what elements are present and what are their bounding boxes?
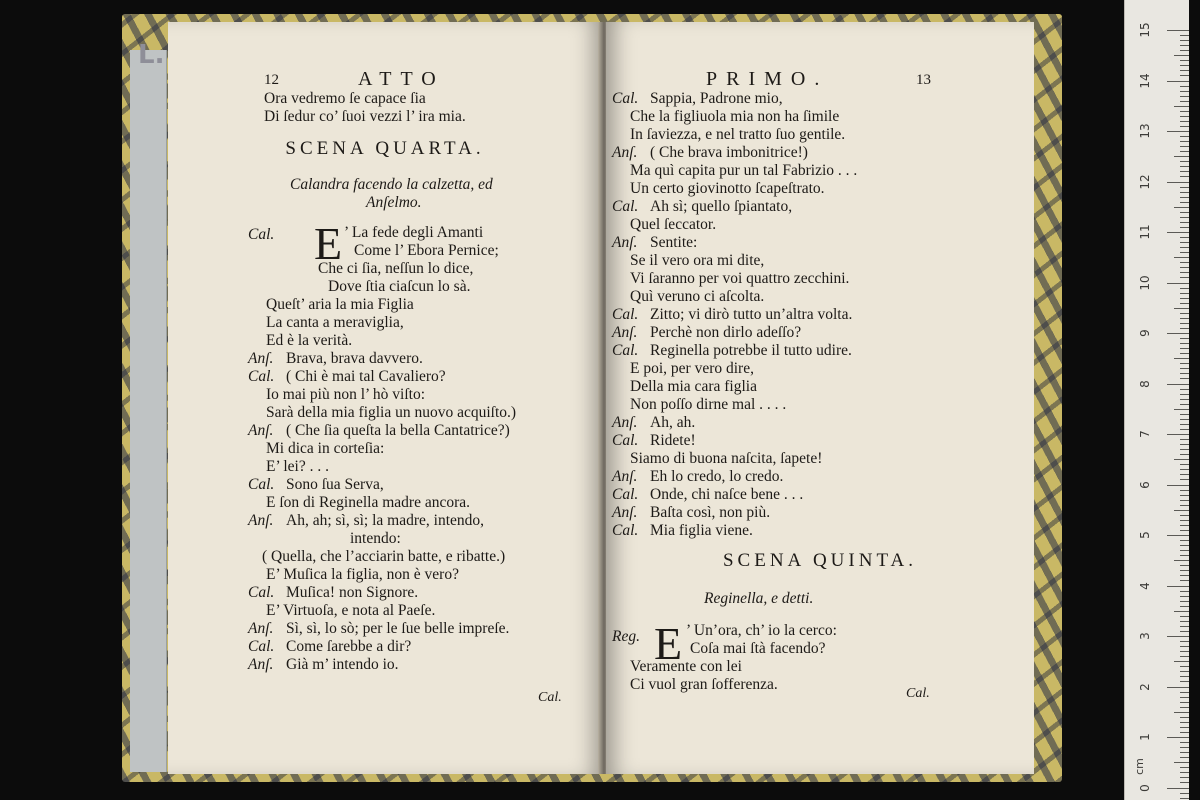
ruler-tick (1180, 126, 1189, 127)
ruler-tick (1180, 747, 1189, 748)
ruler-tick (1180, 277, 1189, 278)
ruler-tick (1180, 187, 1189, 188)
ruler-tick (1180, 580, 1189, 581)
ruler-tick (1174, 207, 1189, 208)
ruler-tick (1180, 151, 1189, 152)
ruler-tick (1180, 222, 1189, 223)
ruler-tick (1180, 681, 1189, 682)
ruler-tick (1174, 409, 1189, 410)
ruler-tick (1180, 671, 1189, 672)
verse-line: Che la figliuola mia non ha ſimile (630, 108, 840, 125)
verse-line: Ah, ah. (650, 414, 696, 431)
speaker-label: Anſ. (612, 414, 638, 431)
drop-cap: E (314, 218, 343, 269)
drop-cap: E (654, 618, 683, 669)
speaker-label: Cal. (612, 432, 639, 449)
ruler-tick (1180, 111, 1189, 112)
verse-line: Ci vuol gran ſofferenza. (630, 676, 778, 693)
speaker-label: Anſ. (248, 350, 274, 367)
verse-line: Quì veruno ci aſcolta. (630, 288, 765, 305)
ruler-tick (1180, 545, 1189, 546)
ruler-tick (1180, 757, 1189, 758)
verse-line: Coſa mai ſtà facendo? (690, 640, 826, 657)
scene-title-right: SCENA QUINTA. (722, 550, 918, 571)
ruler-number: 1 (1138, 733, 1152, 741)
ruler-tick (1167, 81, 1189, 82)
ruler-tick (1180, 641, 1189, 642)
ruler-tick (1180, 197, 1189, 198)
ruler-tick (1180, 717, 1189, 718)
ruler-number: 7 (1138, 430, 1152, 438)
verse-line: intendo: (350, 530, 401, 547)
ruler-tick (1167, 283, 1189, 284)
ruler-tick (1180, 742, 1189, 743)
ruler-tick (1180, 429, 1189, 430)
ruler-tick (1180, 772, 1189, 773)
ruler-tick (1180, 242, 1189, 243)
ruler-tick (1180, 348, 1189, 349)
page-number-right: 13 (916, 72, 931, 88)
ruler-number: 9 (1138, 329, 1152, 337)
verse-line: Già m’ intendo io. (286, 656, 399, 673)
verse-line: Ora vedremo ſe capace ſia (264, 90, 426, 107)
ruler-tick (1174, 762, 1189, 763)
ruler-tick (1180, 596, 1189, 597)
speaker-label: Cal. (248, 584, 275, 601)
verse-line: La canta a meraviglia, (266, 314, 404, 331)
ruler-tick (1180, 237, 1189, 238)
ruler-tick (1180, 500, 1189, 501)
verse-line: E poi, per vero dire, (630, 360, 754, 377)
ruler-tick (1167, 232, 1189, 233)
speaker-label: Cal. (248, 368, 275, 385)
ruler-tick (1180, 575, 1189, 576)
speaker-label: Anſ. (248, 656, 274, 673)
ruler-tick (1167, 485, 1189, 486)
ruler-tick (1180, 702, 1189, 703)
verse-line: Queſt’ aria la mia Figlia (266, 296, 414, 313)
ruler-tick (1174, 661, 1189, 662)
verse-line: Ah sì; quello ſpiantato, (650, 198, 793, 215)
speaker-label: Anſ. (248, 512, 274, 529)
ruler-unit-label: cm (1132, 758, 1146, 775)
ruler-number: 14 (1138, 72, 1152, 89)
verse-line: Di ſedur co’ ſuoi vezzi l’ ira mia. (264, 108, 466, 125)
verse-line: In ſaviezza, e nel tratto ſuo gentile. (630, 126, 846, 143)
verse-line: Eh lo credo, lo credo. (650, 468, 784, 485)
ruler-tick (1180, 389, 1189, 390)
ruler-tick (1180, 767, 1189, 768)
ruler-tick (1180, 227, 1189, 228)
catchword-right: Cal. (906, 686, 930, 701)
ruler-tick (1180, 777, 1189, 778)
scene-title-left: SCENA QUARTA. (285, 138, 485, 159)
verse-line: Ridete! (650, 432, 696, 449)
ruler-tick (1180, 525, 1189, 526)
speaker-label: Anſ. (248, 620, 274, 637)
ruler-tick (1180, 631, 1189, 632)
ruler-tick (1180, 217, 1189, 218)
ruler-tick (1167, 182, 1189, 183)
ruler-tick (1180, 40, 1189, 41)
ruler-tick (1180, 252, 1189, 253)
ruler-tick (1180, 267, 1189, 268)
ruler-tick (1180, 394, 1189, 395)
ruler-tick (1180, 570, 1189, 571)
stage-direction: Calandra facendo la calzetta, ed (290, 176, 493, 193)
measurement-ruler (1124, 0, 1189, 800)
ruler-tick (1180, 60, 1189, 61)
verse-line: Sappia, Padrone mio, (650, 90, 783, 107)
ruler-tick (1180, 444, 1189, 445)
ruler-tick (1167, 131, 1189, 132)
verse-line: Sì, sì, lo sò; per le ſue belle impreſe. (286, 620, 510, 637)
ruler-tick (1180, 116, 1189, 117)
verse-line: ’ Un’ora, ch’ io la cerco: (686, 622, 837, 639)
verse-line: Vi ſaranno per voi quattro zecchini. (630, 270, 850, 287)
ruler-tick (1180, 697, 1189, 698)
verse-line: Dove ſtia ciaſcun lo sà. (328, 278, 471, 295)
ruler-tick (1174, 55, 1189, 56)
verse-line: Veramente con lei (630, 658, 742, 675)
ruler-tick (1180, 626, 1189, 627)
ruler-tick (1180, 419, 1189, 420)
ruler-tick (1180, 136, 1189, 137)
verse-line: Ah, ah; sì, sì; la madre, intendo, (286, 512, 485, 529)
speaker-label: Anſ. (612, 468, 638, 485)
ruler-tick (1174, 358, 1189, 359)
ruler-tick (1180, 530, 1189, 531)
ruler-tick (1167, 788, 1189, 789)
verse-line: Come ſarebbe a dir? (286, 638, 412, 655)
ruler-tick (1180, 313, 1189, 314)
verse-line: E ſon di Reginella madre ancora. (266, 494, 471, 511)
ruler-tick (1180, 424, 1189, 425)
speaker-label: Cal. (612, 306, 639, 323)
ruler-number: 5 (1138, 531, 1152, 539)
ruler-tick (1180, 171, 1189, 172)
ruler-number: 4 (1138, 581, 1152, 590)
verse-line: Brava, brava davvero. (286, 350, 423, 367)
verse-line: Non poſſo dirne mal . . . . (630, 396, 787, 413)
ruler-tick (1180, 318, 1189, 319)
catchword-left: Cal. (538, 690, 562, 705)
ruler-tick (1180, 303, 1189, 304)
ruler-tick (1174, 156, 1189, 157)
verse-line: Io mai più non l’ hò viſto: (266, 386, 426, 403)
ruler-tick (1180, 565, 1189, 566)
ruler-number: 11 (1138, 224, 1152, 240)
ruler-tick (1180, 86, 1189, 87)
ruler-tick (1180, 293, 1189, 294)
verse-line: ( Che brava imbonitrice!) (650, 144, 808, 161)
ruler-tick (1167, 636, 1189, 637)
ruler-tick (1180, 272, 1189, 273)
ruler-tick (1180, 495, 1189, 496)
ruler-tick (1180, 288, 1189, 289)
running-head-right: PRIMO. (706, 68, 829, 90)
verse-line: Che ci ſia, neſſun lo dice, (318, 260, 474, 277)
stage-direction: Reginella, e detti. (704, 590, 814, 607)
ruler-tick (1180, 464, 1189, 465)
ruler-number: 15 (1138, 22, 1152, 38)
speaker-label: Anſ. (612, 234, 638, 251)
verse-line: Come l’ Ebora Pernice; (354, 242, 499, 259)
ruler-tick (1180, 35, 1189, 36)
ruler-tick (1167, 535, 1189, 536)
running-head-left: ATTO (358, 68, 445, 90)
speaker-label: Anſ. (612, 144, 638, 161)
verse-line: Se il vero ora mi dite, (630, 252, 765, 269)
verse-line: Siamo di buona naſcita, ſapete! (630, 450, 823, 467)
verse-line: ( Che ſia queſta la bella Cantatrice?) (286, 422, 510, 439)
ruler-tick (1180, 202, 1189, 203)
ruler-tick (1180, 378, 1189, 379)
ruler-tick (1167, 384, 1189, 385)
ruler-tick (1180, 591, 1189, 592)
ruler-tick (1180, 479, 1189, 480)
ruler-tick (1180, 328, 1189, 329)
verse-line: E’ Virtuoſa, e nota al Paeſe. (266, 602, 436, 619)
ruler-tick (1180, 368, 1189, 369)
ruler-tick (1180, 399, 1189, 400)
speaker-label: Cal. (248, 226, 275, 243)
ruler-number: 0 (1138, 783, 1152, 792)
ruler-tick (1180, 782, 1189, 783)
verse-line: Della mia cara figlia (630, 378, 757, 395)
speaker-label: Cal. (612, 198, 639, 215)
ruler-tick (1174, 308, 1189, 309)
ruler-tick (1174, 459, 1189, 460)
ruler-number: 10 (1138, 274, 1152, 291)
ruler-tick (1180, 732, 1189, 733)
ruler-tick (1180, 65, 1189, 66)
ruler-tick (1180, 161, 1189, 162)
ruler-tick (1180, 474, 1189, 475)
ruler-tick (1180, 298, 1189, 299)
ruler-tick (1180, 540, 1189, 541)
speaker-label: Reg. (612, 628, 640, 645)
ruler-tick (1174, 712, 1189, 713)
verse-line: Muſica! non Signore. (286, 584, 419, 601)
ruler-tick (1180, 166, 1189, 167)
ruler-tick (1180, 676, 1189, 677)
verse-line: ( Chi è mai tal Cavaliero? (286, 368, 446, 385)
verse-line: Perchè non dirlo adeſſo? (650, 324, 802, 341)
verse-line: Sentite: (650, 234, 698, 251)
ruler-tick (1180, 353, 1189, 354)
ruler-tick (1180, 520, 1189, 521)
speaker-label: Anſ. (612, 504, 638, 521)
ruler-tick (1180, 323, 1189, 324)
verse-line: Reginella potrebbe il tutto udire. (650, 342, 852, 359)
ruler-tick (1180, 262, 1189, 263)
ruler-tick (1167, 30, 1189, 31)
ruler-tick (1180, 616, 1189, 617)
speaker-label: Cal. (612, 90, 639, 107)
verse-line: Sono ſua Serva, (286, 476, 384, 493)
ruler-tick (1167, 586, 1189, 587)
ruler-tick (1174, 510, 1189, 511)
ruler-tick (1180, 414, 1189, 415)
ruler-tick (1180, 50, 1189, 51)
ruler-tick (1180, 601, 1189, 602)
ruler-tick (1180, 692, 1189, 693)
ruler-tick (1180, 439, 1189, 440)
ruler-number: 12 (1138, 173, 1152, 190)
ruler-tick (1167, 434, 1189, 435)
speaker-label: Cal. (612, 486, 639, 503)
ruler-tick (1180, 656, 1189, 657)
ruler-tick (1174, 257, 1189, 258)
ruler-tick (1180, 70, 1189, 71)
ruler-tick (1180, 505, 1189, 506)
verse-line: ( Quella, che l’acciarin batte, e ribatte.) (262, 548, 506, 565)
ruler-tick (1180, 651, 1189, 652)
ruler-tick (1180, 247, 1189, 248)
page-number-left: 12 (264, 72, 279, 88)
speaker-label: Cal. (612, 522, 639, 539)
ruler-tick (1180, 212, 1189, 213)
verse-line: Baſta così, non più. (650, 504, 771, 521)
ruler-tick (1180, 727, 1189, 728)
ruler-tick (1180, 338, 1189, 339)
ruler-tick (1167, 687, 1189, 688)
verse-line: Mi dica in corteſia: (266, 440, 385, 457)
ruler-number: 8 (1138, 379, 1152, 388)
verse-line: Quel ſeccator. (630, 216, 717, 233)
ruler-number: 13 (1138, 123, 1152, 139)
ruler-tick (1180, 646, 1189, 647)
ruler-tick (1180, 373, 1189, 374)
speaker-label: Cal. (612, 342, 639, 359)
ruler-tick (1174, 611, 1189, 612)
ruler-tick (1180, 469, 1189, 470)
ruler-tick (1180, 404, 1189, 405)
speaker-label: Cal. (248, 638, 275, 655)
ruler-tick (1174, 106, 1189, 107)
verse-line: Sarà della mia figlia un nuovo acquiſto.) (266, 404, 517, 421)
ruler-tick (1180, 176, 1189, 177)
ruler-tick (1180, 96, 1189, 97)
ruler-tick (1180, 515, 1189, 516)
ruler-tick (1180, 798, 1189, 799)
speaker-label: Anſ. (248, 422, 274, 439)
verse-line: Un certo giovinotto ſcapeſtrato. (630, 180, 825, 197)
verse-line: ’ La fede degli Amanti (344, 224, 484, 241)
ruler-tick (1180, 555, 1189, 556)
right-page (606, 22, 1034, 774)
ruler-tick (1180, 101, 1189, 102)
ruler-tick (1180, 121, 1189, 122)
verse-line: Zitto; vi dirò tutto un’altra volta. (650, 306, 853, 323)
stage-direction: Anſelmo. (366, 194, 422, 211)
ruler-tick (1180, 707, 1189, 708)
ruler-number: 6 (1138, 480, 1152, 489)
ruler-tick (1180, 343, 1189, 344)
left-page (168, 22, 602, 774)
verse-line: Ed è la verità. (266, 332, 353, 349)
ruler-tick (1167, 737, 1189, 738)
ruler-tick (1180, 75, 1189, 76)
verse-line: Mia figlia viene. (650, 522, 753, 539)
ruler-tick (1180, 363, 1189, 364)
flyleaf-edge (130, 50, 167, 772)
ruler-tick (1180, 722, 1189, 723)
ruler-tick (1174, 560, 1189, 561)
ruler-tick (1167, 333, 1189, 334)
ruler-tick (1180, 45, 1189, 46)
verse-line: Ma quì capita pur un tal Fabrizio . . . (630, 162, 858, 179)
ruler-tick (1180, 550, 1189, 551)
ruler-tick (1180, 192, 1189, 193)
verse-line: E’ Muſica la figlia, non è vero? (266, 566, 459, 583)
verse-line: Onde, chi naſce bene . . . (650, 486, 804, 503)
ruler-tick (1180, 141, 1189, 142)
ruler-tick (1180, 91, 1189, 92)
ruler-tick (1180, 454, 1189, 455)
speaker-label: Cal. (248, 476, 275, 493)
ruler-tick (1180, 146, 1189, 147)
ruler-tick (1180, 606, 1189, 607)
speaker-label: Anſ. (612, 324, 638, 341)
ruler-tick (1180, 666, 1189, 667)
ruler-tick (1180, 752, 1189, 753)
margin-mark: L. (138, 40, 165, 70)
ruler-tick (1180, 490, 1189, 491)
ruler-number: 3 (1138, 632, 1152, 640)
ruler-tick (1180, 449, 1189, 450)
ruler-tick (1180, 793, 1189, 794)
verse-line: E’ lei? . . . (266, 458, 329, 475)
ruler-number: 2 (1138, 682, 1152, 691)
ruler-tick (1180, 621, 1189, 622)
